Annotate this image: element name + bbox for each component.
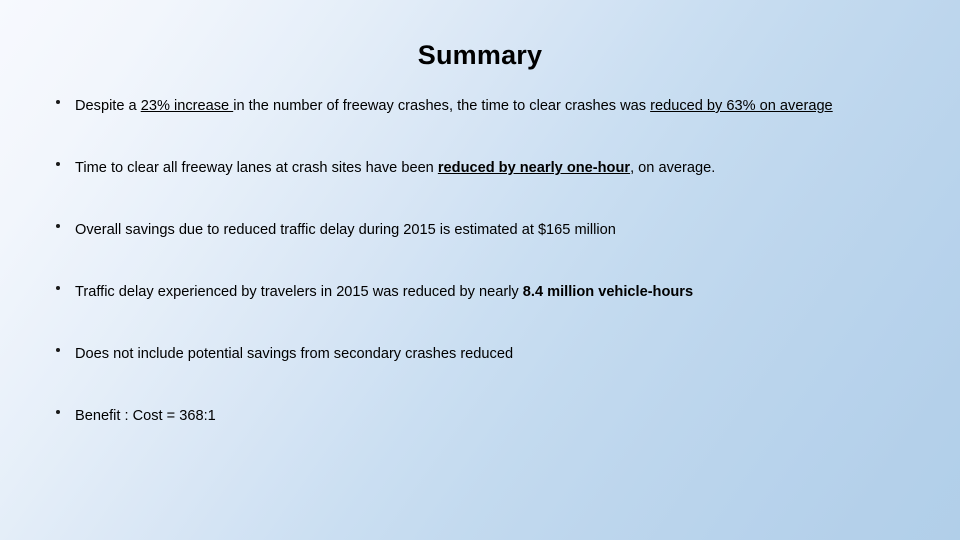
bullet-text: Time to clear all freeway lanes at crash sites have been reduced by nearly one-hour, on average. [75, 160, 716, 176]
bullet-point-icon [56, 162, 60, 166]
bullet-text: Overall savings due to reduced traffic delay during 2015 is estimated at $165 million [75, 222, 616, 238]
bullet-text: Does not include potential savings from secondary crashes reduced [75, 346, 514, 362]
bullet-text: Traffic delay experienced by travelers in 2015 was reduced by nearly 8.4 million vehicle-hours [75, 284, 694, 300]
list-item [52, 406, 932, 427]
bullet-point-icon [56, 100, 60, 104]
bullet-point-icon [56, 224, 60, 228]
list-item [52, 158, 932, 179]
list-item [52, 344, 932, 365]
bullet-text: Benefit : Cost = 368:1 [75, 408, 216, 424]
list-item [52, 282, 932, 303]
list-item [52, 96, 932, 117]
list-item [52, 220, 932, 241]
bullet-point-icon [56, 286, 60, 290]
bullet-point-icon [56, 348, 60, 352]
page-title: Summary [417, 40, 543, 70]
bullet-list [52, 96, 932, 427]
bullet-point-icon [56, 410, 60, 414]
bullet-text: Despite a 23% increase in the number of freeway crashes, the time to clear crashes was reduced by 63% on average [75, 98, 833, 114]
